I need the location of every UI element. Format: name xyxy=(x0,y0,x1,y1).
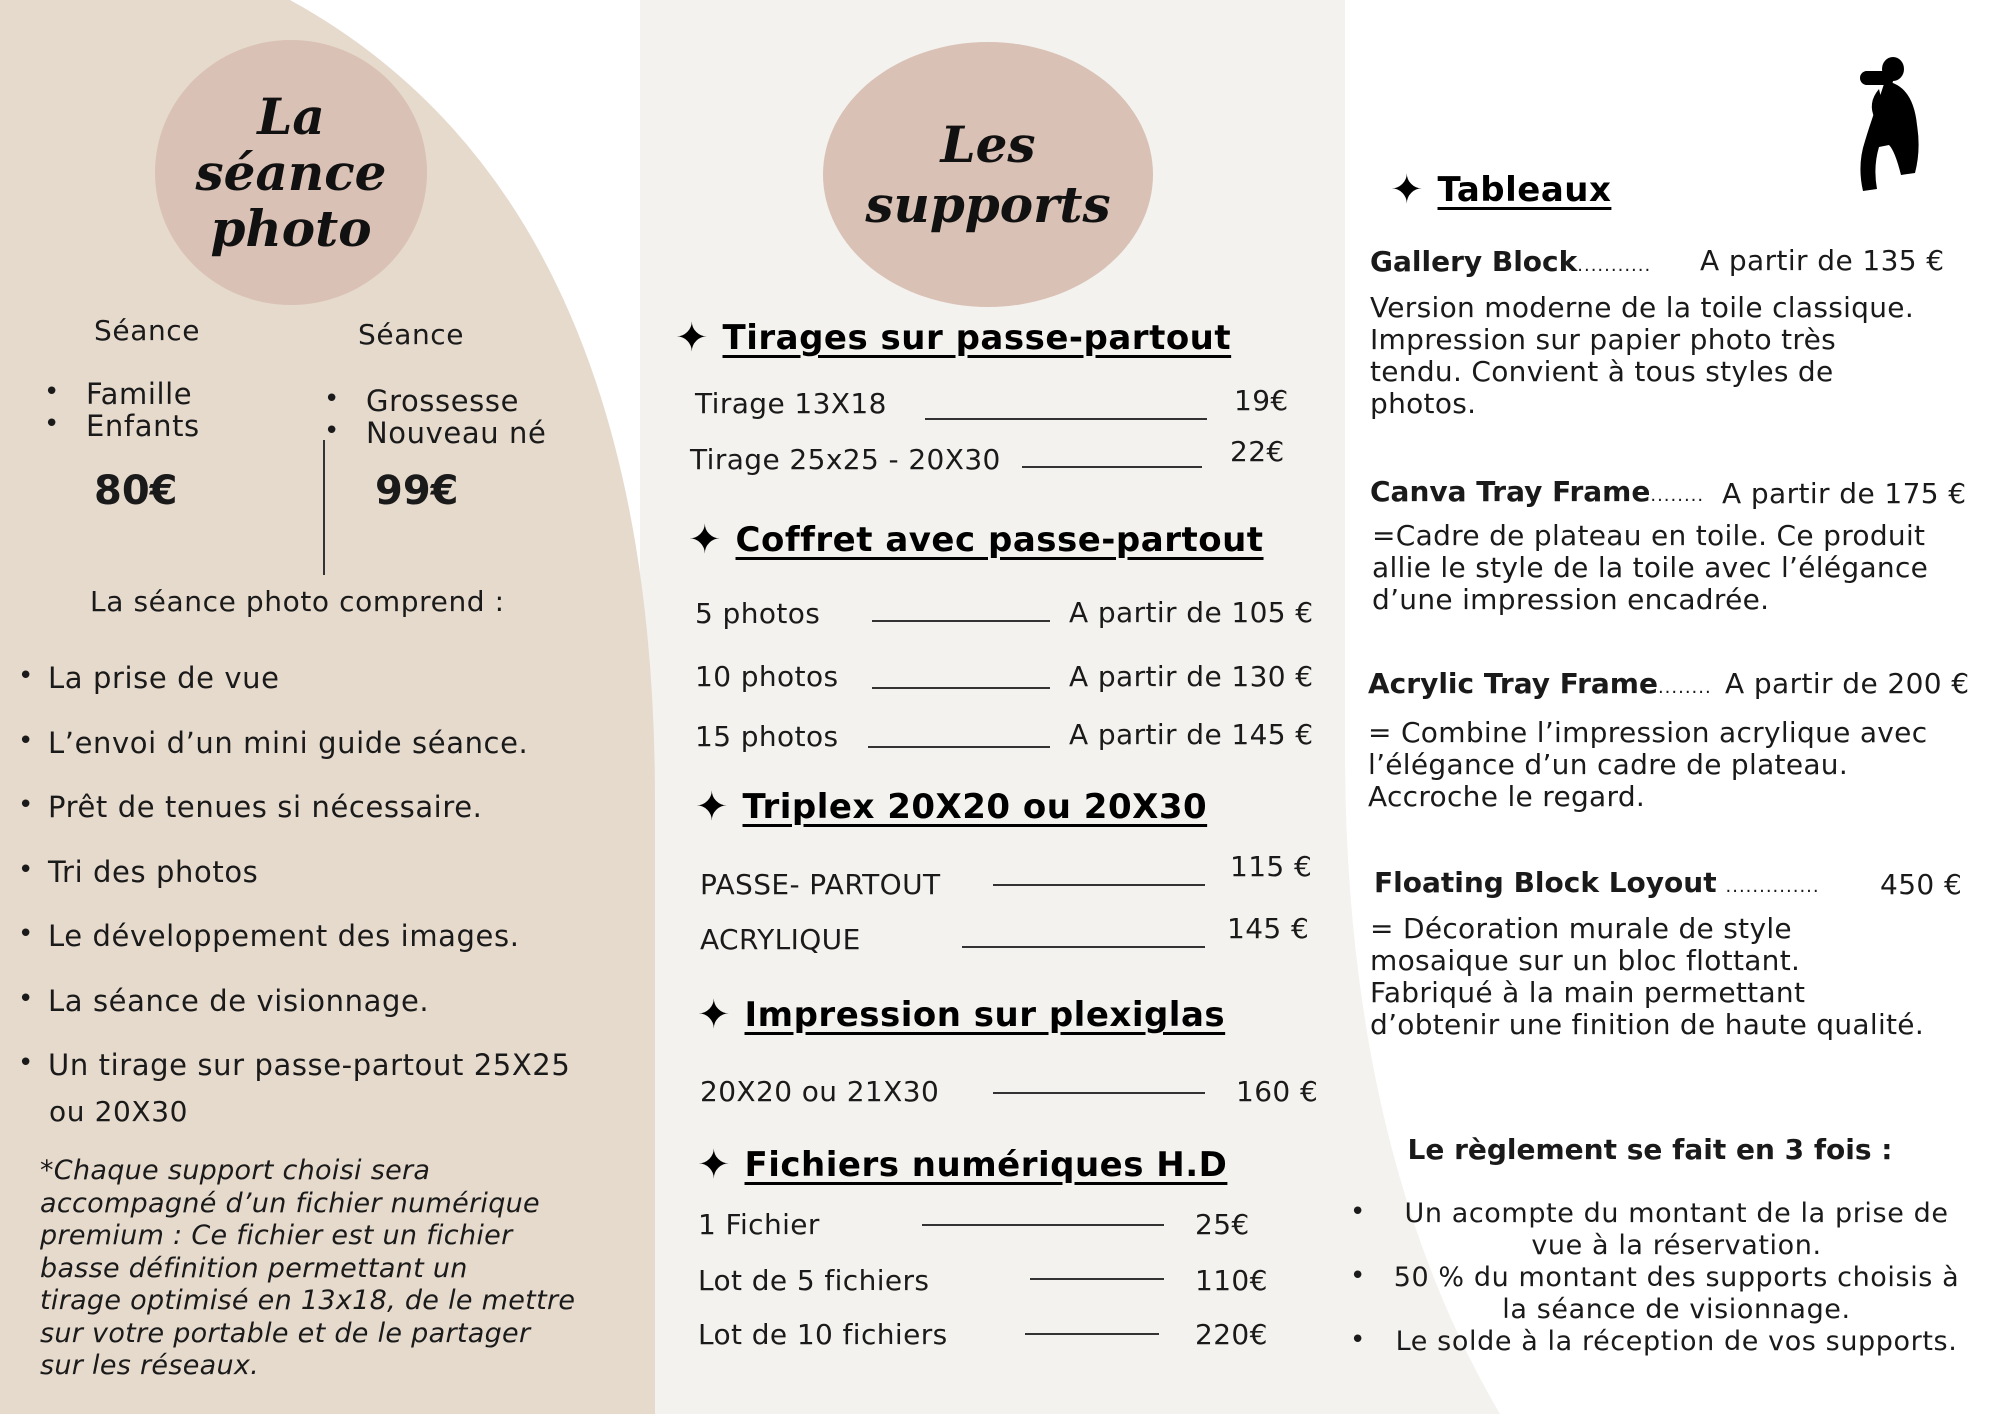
row-label: PASSE- PARTOUT xyxy=(700,868,941,901)
desc-line: Fabriqué à la main permettant xyxy=(1370,976,1806,1009)
sparkle-star-icon: ✦ xyxy=(675,315,709,361)
list-item: • Un tirage sur passe-partout 25X25 xyxy=(18,1033,570,1098)
list-item: • Tri des photos xyxy=(18,840,570,905)
left-title-line: séance xyxy=(195,142,387,202)
left-title-line: photo xyxy=(210,198,372,258)
row-price: A partir de 145 € xyxy=(1069,718,1314,751)
desc-line: mosaique sur un bloc flottant. xyxy=(1370,944,1801,977)
row-price: 22€ xyxy=(1230,435,1285,468)
leader-line xyxy=(868,746,1050,748)
row-label: Lot de 5 fichiers xyxy=(698,1264,930,1297)
left-title-circle xyxy=(155,40,427,305)
list-item: • Le développement des images. xyxy=(18,904,570,969)
list-item: • 50 % du montant des supports choisis à la séance de visionnage. xyxy=(1350,1262,1975,1326)
section-heading-triplex: ✦ Triplex 20X20 ou 20X30 xyxy=(695,784,1208,830)
note-line: tirage optimisé en 13x18, de le mettre xyxy=(40,1285,576,1316)
dot-leader: .............. xyxy=(1725,876,1820,897)
row-label: 10 photos xyxy=(695,660,839,693)
leader-line xyxy=(1022,466,1202,468)
sparkle-star-icon: ✦ xyxy=(697,992,731,1038)
row-price: 110€ xyxy=(1195,1264,1268,1297)
section-heading-plexiglas: ✦ Impression sur plexiglas xyxy=(697,992,1226,1038)
list-item: • La séance de visionnage. xyxy=(18,969,570,1034)
dot-leader: ........... xyxy=(1577,255,1652,276)
row-price: 19€ xyxy=(1234,384,1289,417)
note-line: *Chaque support choisi sera xyxy=(40,1155,431,1186)
row-price: 25€ xyxy=(1195,1208,1250,1241)
product-price: A partir de 200 € xyxy=(1725,667,1970,700)
row-price: A partir de 105 € xyxy=(1069,596,1314,629)
section-heading-tableaux: ✦ Tableaux xyxy=(1390,167,1612,213)
row-label: 20X20 ou 21X30 xyxy=(700,1075,940,1108)
includes-continuation: ou 20X30 xyxy=(49,1095,189,1128)
col1-heading: Séance xyxy=(94,314,201,347)
col1-price: 80€ xyxy=(94,468,178,514)
column-divider xyxy=(323,440,325,575)
product-name: Floating Block Loyout xyxy=(1374,866,1717,899)
payment-heading: Le règlement se fait en 3 fois : xyxy=(1407,1133,1893,1166)
section-heading-tirages: ✦ Tirages sur passe-partout xyxy=(675,315,1232,361)
list-item: • Un acompte du montant de la prise de vue à la réservation. xyxy=(1350,1198,1975,1262)
product-name: Gallery Block xyxy=(1370,245,1578,278)
section-heading-fichiers: ✦ Fichiers numériques H.D xyxy=(697,1142,1228,1188)
leader-line xyxy=(993,884,1205,886)
includes-list xyxy=(18,646,570,1098)
desc-line: d’une impression encadrée. xyxy=(1372,583,1770,616)
col2-list xyxy=(324,385,546,449)
row-price: A partir de 130 € xyxy=(1069,660,1314,693)
list-item: • Prêt de tenues si nécessaire. xyxy=(18,775,570,840)
section-heading-coffret: ✦ Coffret avec passe-partout xyxy=(688,517,1264,563)
desc-line: photos. xyxy=(1370,387,1477,420)
leader-line xyxy=(1030,1278,1164,1280)
product-title xyxy=(1370,475,1704,508)
sparkle-star-icon: ✦ xyxy=(697,1142,731,1188)
leader-line xyxy=(872,687,1050,689)
list-item: • Nouveau né xyxy=(324,417,546,449)
product-name: Canva Tray Frame xyxy=(1370,475,1651,508)
list-item: • Famille xyxy=(44,378,200,410)
product-price: 450 € xyxy=(1880,868,1963,901)
row-price: 145 € xyxy=(1227,912,1310,945)
product-price: A partir de 175 € xyxy=(1722,477,1967,510)
product-title xyxy=(1374,866,1820,899)
row-price: 115 € xyxy=(1230,850,1313,883)
desc-line: d’obtenir une finition de haute qualité. xyxy=(1370,1008,1925,1041)
note-line: sur les réseaux. xyxy=(40,1350,260,1381)
product-description xyxy=(1370,913,1924,1041)
payment-list xyxy=(1350,1198,1975,1358)
product-description xyxy=(1368,717,1927,813)
note-line: accompagné d’un fichier numérique xyxy=(40,1187,540,1219)
desc-line: Accroche le regard. xyxy=(1368,780,1646,813)
list-item: • La prise de vue xyxy=(18,646,570,711)
desc-line: = Combine l’impression acrylique avec xyxy=(1368,716,1928,749)
desc-line: = Décoration murale de style xyxy=(1370,912,1792,945)
leader-line xyxy=(922,1224,1164,1226)
desc-line: tendu. Convient à tous styles de xyxy=(1370,355,1834,388)
list-item: • L’envoi d’un mini guide séance. xyxy=(18,711,570,776)
row-label: 1 Fichier xyxy=(698,1208,820,1241)
sparkle-star-icon: ✦ xyxy=(688,517,722,563)
leader-line xyxy=(925,418,1207,420)
desc-line: =Cadre de plateau en toile. Ce produit xyxy=(1372,519,1926,552)
includes-heading: La séance photo comprend : xyxy=(90,585,505,618)
col2-heading: Séance xyxy=(358,318,465,351)
desc-line: Version moderne de la toile classique. xyxy=(1370,291,1915,324)
sparkle-star-icon: ✦ xyxy=(695,784,729,830)
leader-line xyxy=(1025,1333,1159,1335)
leader-line xyxy=(993,1092,1205,1094)
row-label: Lot de 10 fichiers xyxy=(698,1318,948,1351)
row-label: 5 photos xyxy=(695,597,821,630)
photographer-silhouette-icon xyxy=(1855,55,1935,195)
row-price: 160 € xyxy=(1236,1075,1319,1108)
product-name: Acrylic Tray Frame xyxy=(1368,667,1658,700)
dot-leader: ........ xyxy=(1657,677,1712,698)
note-line: premium : Ce fichier est un fichier xyxy=(40,1220,513,1251)
col1-list xyxy=(44,378,200,442)
row-label: Tirage 13X18 xyxy=(695,387,887,420)
leader-line xyxy=(962,946,1205,948)
dot-leader: ........ xyxy=(1650,485,1705,506)
desc-line: allie le style de la toile avec l’élégance xyxy=(1372,551,1929,584)
note-line: basse définition permettant un xyxy=(40,1252,468,1284)
row-label: ACRYLIQUE xyxy=(700,923,861,956)
product-description xyxy=(1372,520,1928,616)
row-price: 220€ xyxy=(1195,1318,1268,1351)
row-label: Tirage 25x25 - 20X30 xyxy=(690,443,1001,476)
left-title-line: La xyxy=(257,86,325,146)
product-price: A partir de 135 € xyxy=(1700,244,1945,277)
desc-line: l’élégance d’un cadre de plateau. xyxy=(1368,748,1849,781)
product-title xyxy=(1368,667,1712,700)
middle-title-line: supports xyxy=(865,174,1111,234)
note-line: sur votre portable et de le partager xyxy=(40,1317,531,1349)
sparkle-star-icon: ✦ xyxy=(1390,167,1424,213)
row-label: 15 photos xyxy=(695,720,839,753)
list-item: • Le solde à la réception de vos supports. xyxy=(1350,1326,1975,1358)
desc-line: Impression sur papier photo très xyxy=(1370,323,1836,356)
leader-line xyxy=(872,620,1050,622)
list-item: • Grossesse xyxy=(324,385,546,417)
product-title xyxy=(1370,245,1651,278)
list-item: • Enfants xyxy=(44,410,200,442)
col2-price: 99€ xyxy=(375,468,459,514)
product-description xyxy=(1370,292,1914,420)
middle-title-line: Les xyxy=(940,114,1036,174)
middle-title-circle xyxy=(823,42,1153,307)
support-note xyxy=(40,1155,575,1383)
